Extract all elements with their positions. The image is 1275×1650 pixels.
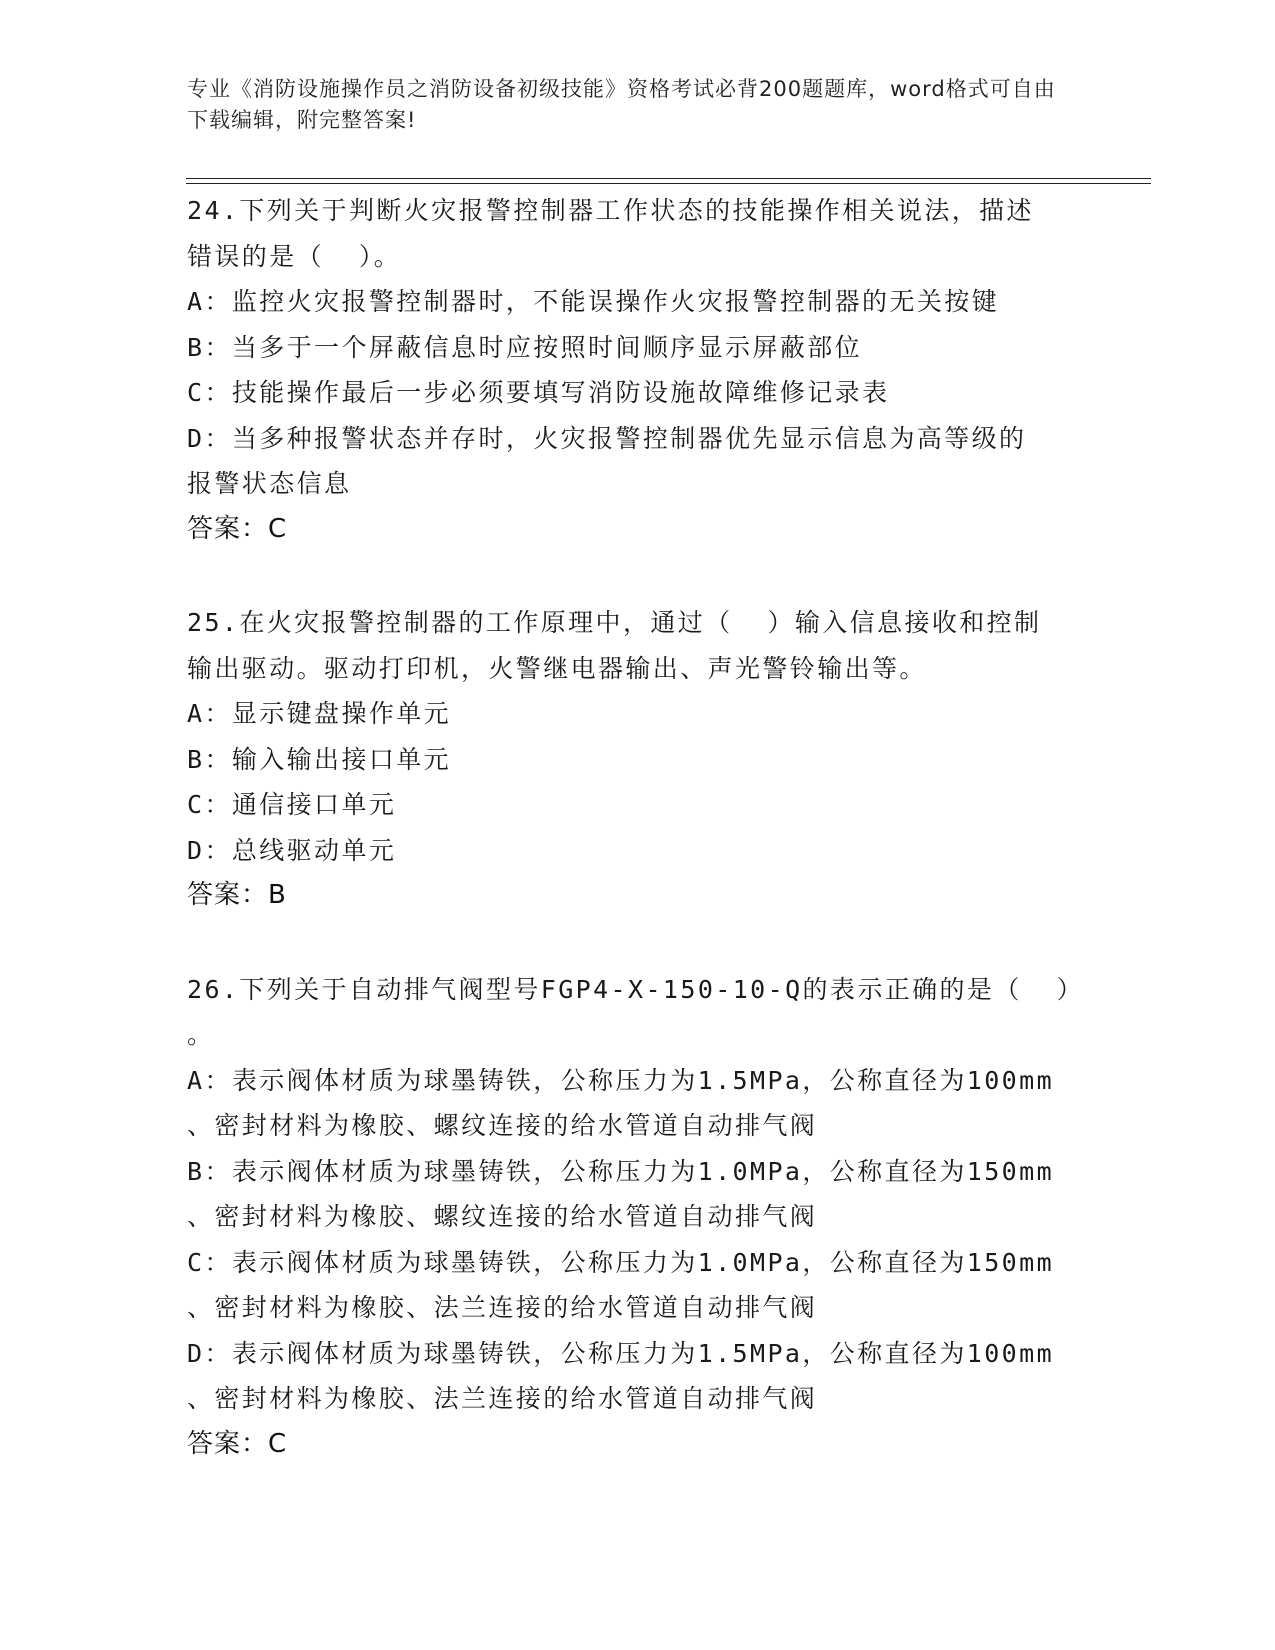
option-a: A：监控火灾报警控制器时，不能误操作火灾报警控制器的无关按键 bbox=[187, 287, 1000, 316]
option-a: A：显示键盘操作单元 bbox=[187, 699, 452, 728]
option-c: C：通信接口单元 bbox=[187, 790, 397, 819]
option-d: D：总线驱动单元 bbox=[187, 835, 397, 865]
question-line: 25.在火灾报警控制器的工作原理中，通过（ ）输入信息接收和控制 bbox=[187, 608, 1042, 637]
option-b: B：表示阀体材质为球墨铸铁，公称压力为1.0MPa，公称直径为150mm bbox=[187, 1156, 1055, 1186]
question-line: 错误的是（ ）。 bbox=[187, 241, 402, 271]
option-b-continued: 、密封材料为橡胶、螺纹连接的给水管道自动排气阀 bbox=[187, 1202, 818, 1231]
question-26 bbox=[187, 967, 1085, 1468]
answer-label: 答案：C bbox=[187, 513, 288, 544]
document-header: 专业《消防设施操作员之消防设备初级技能》资格考试必背200题题库，word格式可自由下载编辑，附完整答案! bbox=[187, 77, 1056, 132]
question-24 bbox=[187, 188, 1077, 552]
option-c-continued: 、密封材料为橡胶、法兰连接的给水管道自动排气阀 bbox=[187, 1293, 818, 1322]
question-line: 输出驱动。驱动打印机，火警继电器输出、声光警铃输出等。 bbox=[187, 653, 927, 683]
question-list bbox=[187, 188, 1085, 1515]
question-line: 24.下列关于判断火灾报警控制器工作状态的技能操作相关说法，描述 bbox=[187, 196, 1034, 225]
option-a: A：表示阀体材质为球墨铸铁，公称压力为1.5MPa，公称直径为100mm bbox=[187, 1065, 1055, 1095]
option-b: B：当多于一个屏蔽信息时应按照时间顺序显示屏蔽部位 bbox=[187, 332, 863, 362]
option-d: D：当多种报警状态并存时，火灾报警控制器优先显示信息为高等级的 bbox=[187, 423, 1027, 453]
option-a-continued: 、密封材料为橡胶、螺纹连接的给水管道自动排气阀 bbox=[187, 1111, 818, 1140]
question-line: 。 bbox=[187, 1020, 215, 1049]
header-divider-bottom bbox=[186, 183, 1151, 184]
answer-label: 答案：C bbox=[187, 1428, 288, 1459]
option-d: D：表示阀体材质为球墨铸铁，公称压力为1.5MPa，公称直径为100mm bbox=[187, 1338, 1055, 1368]
option-b: B：输入输出接口单元 bbox=[187, 744, 452, 774]
answer-label: 答案：B bbox=[187, 880, 287, 910]
option-c: C：技能操作最后一步必须要填写消防设施故障维修记录表 bbox=[187, 378, 890, 407]
question-25 bbox=[187, 600, 1077, 919]
option-c: C：表示阀体材质为球墨铸铁，公称压力为1.0MPa，公称直径为150mm bbox=[187, 1247, 1055, 1277]
header-divider-top bbox=[186, 178, 1151, 179]
option-d-continued: 报警状态信息 bbox=[187, 469, 352, 498]
option-d-continued: 、密封材料为橡胶、法兰连接的给水管道自动排气阀 bbox=[187, 1384, 818, 1413]
question-line: 26.下列关于自动排气阀型号FGP4-X-150-10-Q的表示正确的是（ ） bbox=[187, 974, 1085, 1004]
